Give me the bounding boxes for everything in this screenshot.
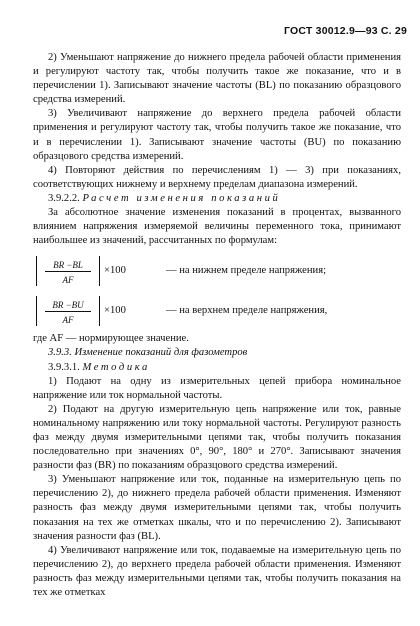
formula-lower (33, 254, 401, 288)
section-heading (33, 192, 401, 206)
formula-denominator: AF (62, 315, 74, 326)
formula-multiplier: ×100 (104, 265, 126, 277)
formula-abs (36, 296, 100, 326)
paragraph: 1) Подают на одну из измерительных цепей прибора номинальное напряжение или ток нормальной частоты. (33, 375, 401, 401)
formula-multiplier: ×100 (104, 305, 126, 317)
formula-numerator: BR −BU (52, 300, 84, 311)
document-body (33, 51, 401, 600)
formula-upper (33, 294, 401, 328)
page-header: ГОСТ 30012.9—93 С. 29 (284, 25, 407, 37)
formula-description: — на верхнем пределе напряжения, (166, 305, 328, 317)
fraction-line (45, 311, 91, 312)
paragraph: За абсолютное значение изменения показаний в процентах, вызванного влиянием напряжения измеряемой величины переменного тока, принимают наибольшее из значений, рассчитанных по формулам: (33, 207, 401, 247)
paragraph: 2) Подают на другую измерительную цепь напряжение или ток, равные номинальному напряжению или току нормальной частоты. Регулируют разность фаз между двумя измерительными цепями так, чтобы получить показания последовательно при значениях 0°, 90°, 180° и 270°. Записывают значения разности фаз (BR) по показаниям образцового средства измерений. (33, 403, 401, 472)
paragraph: 4) Повторяют действия по перечислениям 1) — 3) при показаниях, соответствующих нижнему и верхнему пределам диапазона измерений. (33, 164, 401, 190)
section-title: Расчет изменения показаний (82, 192, 281, 204)
paragraph: 4) Увеличивают напряжение или ток, подаваемые на измерительную цепь по перечислению 2), до верхнего предела рабочей области применения. Изменяют разность фаз между измерительными цепями так, чтобы получить показания на тех же отметках (33, 544, 401, 598)
formula-abs (36, 256, 100, 286)
paragraph: где AF — нормирующее значение. (33, 333, 189, 345)
paragraph: 2) Уменьшают напряжение до нижнего предела рабочей области применения и регулируют частоту так, чтобы получить такое же показание, что и в перечислении 1). Записывают значение частоты (BL) по показанию образцового средства измерений. (33, 52, 401, 106)
section-number: 3.9.2.2. (48, 192, 80, 204)
formula-description: — на нижнем пределе напряжения; (166, 265, 327, 277)
formula-numerator: BR −BL (53, 260, 83, 271)
section-title: Методика (82, 361, 150, 373)
fraction-line (45, 271, 91, 272)
section-number: 3.9.3.1. (48, 361, 80, 373)
paragraph: 3) Уменьшают напряжение или ток, поданные на измерительную цепь по перечислению 2), до нижнего предела рабочей области применения. Изменяют разность фаз между двумя измерительными цепями так, чтобы получить показания на тех же отметках шкалы, что и по перечислению 2). Записывают значения разности фаз (BL). (33, 474, 401, 542)
section-heading (33, 361, 401, 375)
formula-denominator: AF (62, 275, 74, 286)
section-heading: 3.9.3. Изменение показаний для фазометров (48, 347, 248, 359)
paragraph: 3) Увеличивают напряжение до верхнего предела рабочей области применения и регулируют частоту так, чтобы получить такое же показание, что и в перечислении 1). Записывают значение частоты (BU) по показанию образцового средства измерений. (33, 108, 401, 162)
